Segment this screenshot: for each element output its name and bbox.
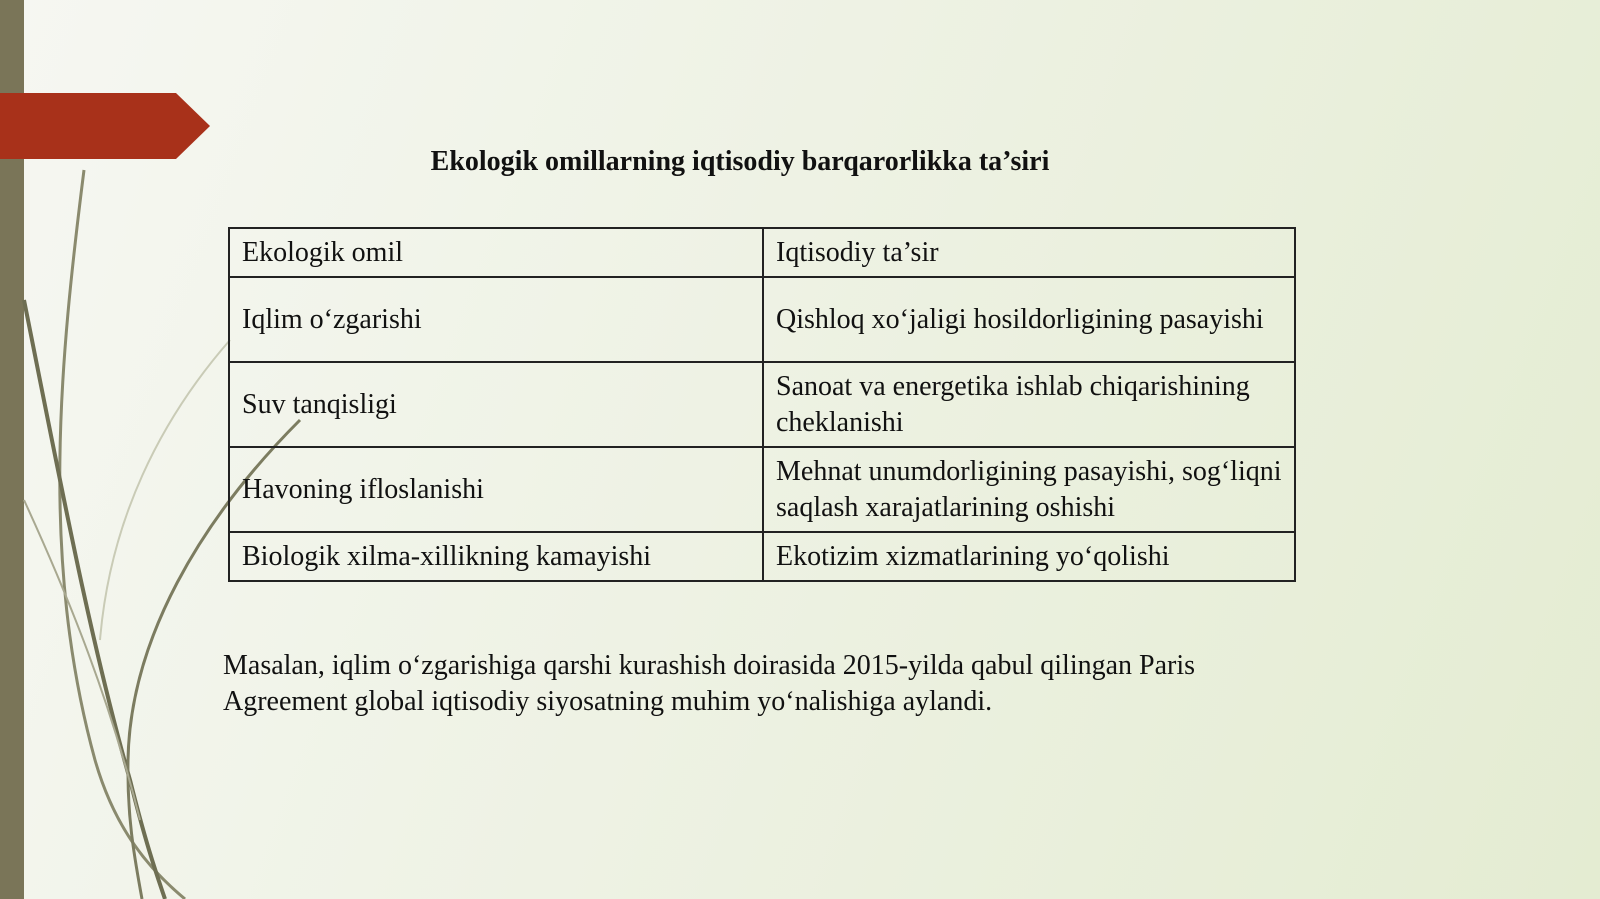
table-cell: Iqlim o‘zgarishi [229,277,763,362]
slide-title: Ekologik omillarning iqtisodiy barqarorlikka ta’siri [430,146,1050,177]
table-row [229,277,1295,362]
table-row [229,447,1295,532]
table-cell: Biologik xilma-xillikning kamayishi [229,532,763,581]
table-cell: Ekotizim xizmatlarining yo‘qolishi [763,532,1295,581]
table-row [229,362,1295,447]
table-cell: Mehnat unumdorligining pasayishi, sog‘liqni saqlash xarajatlarining oshishi [763,447,1295,532]
table-cell: Havoning ifloslanishi [229,447,763,532]
factors-table [228,227,1296,582]
table-cell: Qishloq xo‘jaligi hosildorligining pasayishi [763,277,1295,362]
example-paragraph: Masalan, iqlim o‘zgarishiga qarshi kurashish doirasida 2015-yilda qabul qilingan Paris Agreement global iqtisodiy siyosatning muhim yo‘nalishiga aylandi. [223,650,1196,717]
table-cell: Suv tanqisligi [229,362,763,447]
table-cell: Sanoat va energetika ishlab chiqarishining cheklanishi [763,362,1295,447]
header-cell-impact: Iqtisodiy ta’sir [763,228,1295,277]
header-cell-factor: Ekologik omil [229,228,763,277]
table-header-row [229,228,1295,277]
table-row [229,532,1295,581]
